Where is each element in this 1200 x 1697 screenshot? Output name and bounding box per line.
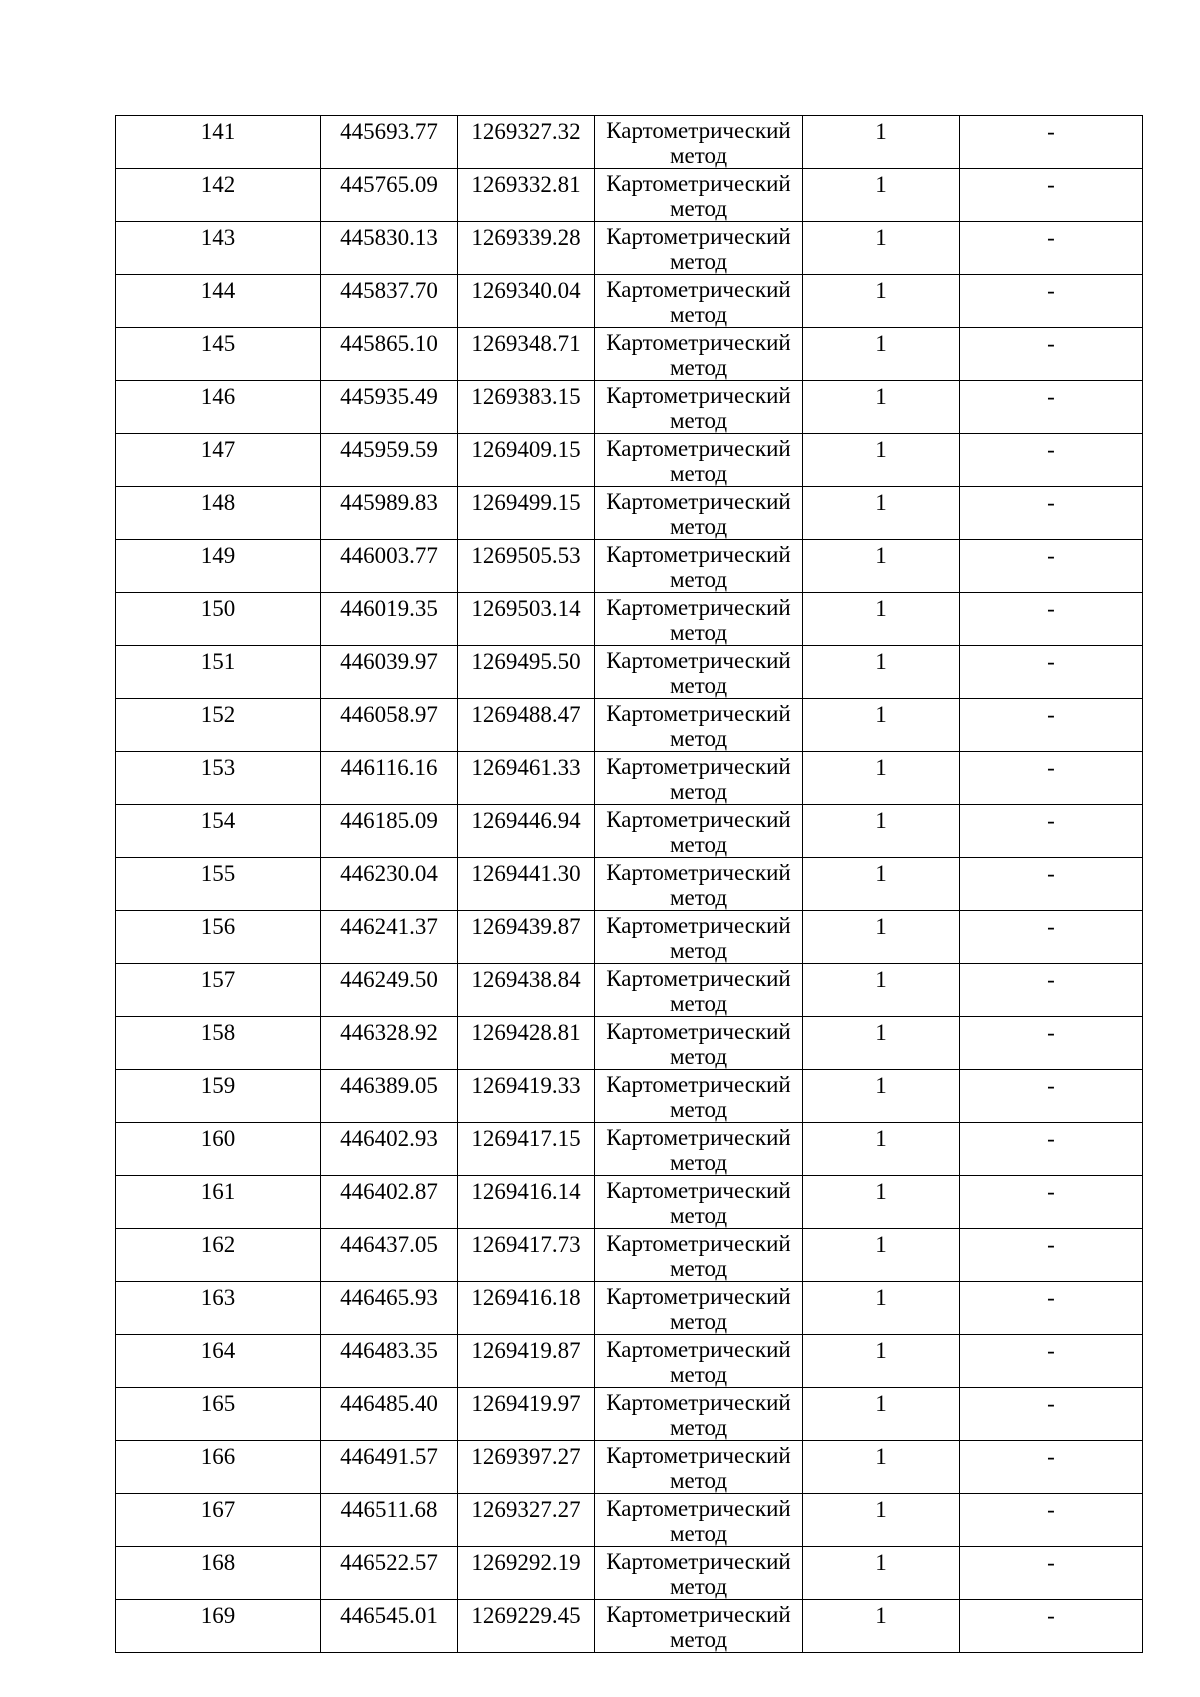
accuracy-cell: 1	[803, 328, 960, 381]
table-row	[116, 1017, 1143, 1070]
accuracy-cell: 1	[803, 593, 960, 646]
accuracy-cell: 1	[803, 858, 960, 911]
table-row	[116, 1388, 1143, 1441]
method-cell	[595, 805, 803, 858]
table-row	[116, 1282, 1143, 1335]
method-text-line-2: метод	[669, 1309, 728, 1334]
accuracy-cell: 1	[803, 275, 960, 328]
method-cell	[595, 964, 803, 1017]
method-text-line-2: метод	[669, 885, 728, 910]
x-coordinate-cell: 445935.49	[321, 381, 458, 434]
table-row	[116, 222, 1143, 275]
method-text-line-1: Картометрический	[606, 966, 791, 991]
method-cell	[595, 328, 803, 381]
y-coordinate-cell: 1269229.45	[458, 1600, 595, 1653]
method-text-line-1: Картометрический	[606, 648, 791, 673]
method-text-line-1: Картометрический	[606, 224, 791, 249]
table-row	[116, 911, 1143, 964]
description-cell: -	[960, 752, 1143, 805]
table-row	[116, 1600, 1143, 1653]
method-cell	[595, 1123, 803, 1176]
description-cell: -	[960, 1600, 1143, 1653]
method-text-line-1: Картометрический	[606, 1496, 791, 1521]
y-coordinate-cell: 1269327.32	[458, 116, 595, 169]
method-cell	[595, 381, 803, 434]
description-cell: -	[960, 1070, 1143, 1123]
x-coordinate-cell: 445989.83	[321, 487, 458, 540]
table-row	[116, 1123, 1143, 1176]
accuracy-cell: 1	[803, 964, 960, 1017]
description-cell: -	[960, 487, 1143, 540]
x-coordinate-cell: 446328.92	[321, 1017, 458, 1070]
point-number-cell: 169	[116, 1600, 321, 1653]
y-coordinate-cell: 1269439.87	[458, 911, 595, 964]
y-coordinate-cell: 1269332.81	[458, 169, 595, 222]
method-cell	[595, 1335, 803, 1388]
point-number-cell: 152	[116, 699, 321, 752]
method-cell	[595, 1070, 803, 1123]
point-number-cell: 146	[116, 381, 321, 434]
y-coordinate-cell: 1269441.30	[458, 858, 595, 911]
method-text-line-1: Картометрический	[606, 1178, 791, 1203]
point-number-cell: 167	[116, 1494, 321, 1547]
method-text-line-1: Картометрический	[606, 1125, 791, 1150]
description-cell: -	[960, 169, 1143, 222]
method-cell	[595, 434, 803, 487]
point-number-cell: 163	[116, 1282, 321, 1335]
accuracy-cell: 1	[803, 487, 960, 540]
x-coordinate-cell: 446437.05	[321, 1229, 458, 1282]
method-text-line-2: метод	[669, 196, 728, 221]
x-coordinate-cell: 446522.57	[321, 1547, 458, 1600]
point-number-cell: 165	[116, 1388, 321, 1441]
table-row	[116, 858, 1143, 911]
accuracy-cell: 1	[803, 169, 960, 222]
method-cell	[595, 487, 803, 540]
y-coordinate-cell: 1269339.28	[458, 222, 595, 275]
accuracy-cell: 1	[803, 1070, 960, 1123]
x-coordinate-cell: 446185.09	[321, 805, 458, 858]
description-cell: -	[960, 646, 1143, 699]
accuracy-cell: 1	[803, 222, 960, 275]
method-text-line-2: метод	[669, 514, 728, 539]
accuracy-cell: 1	[803, 911, 960, 964]
accuracy-cell: 1	[803, 1282, 960, 1335]
point-number-cell: 157	[116, 964, 321, 1017]
description-cell: -	[960, 1229, 1143, 1282]
method-text-line-1: Картометрический	[606, 436, 791, 461]
accuracy-cell: 1	[803, 1335, 960, 1388]
method-text-line-1: Картометрический	[606, 542, 791, 567]
point-number-cell: 144	[116, 275, 321, 328]
point-number-cell: 156	[116, 911, 321, 964]
x-coordinate-cell: 446545.01	[321, 1600, 458, 1653]
y-coordinate-cell: 1269292.19	[458, 1547, 595, 1600]
method-text-line-1: Картометрический	[606, 118, 791, 143]
x-coordinate-cell: 446116.16	[321, 752, 458, 805]
accuracy-cell: 1	[803, 752, 960, 805]
point-number-cell: 143	[116, 222, 321, 275]
method-text-line-1: Картометрический	[606, 1602, 791, 1627]
point-number-cell: 150	[116, 593, 321, 646]
method-text-line-2: метод	[669, 1097, 728, 1122]
table-row	[116, 328, 1143, 381]
method-text-line-1: Картометрический	[606, 595, 791, 620]
x-coordinate-cell: 445959.59	[321, 434, 458, 487]
y-coordinate-cell: 1269503.14	[458, 593, 595, 646]
x-coordinate-cell: 446465.93	[321, 1282, 458, 1335]
description-cell: -	[960, 1017, 1143, 1070]
y-coordinate-cell: 1269419.33	[458, 1070, 595, 1123]
method-text-line-1: Картометрический	[606, 1072, 791, 1097]
x-coordinate-cell: 446058.97	[321, 699, 458, 752]
x-coordinate-cell: 446511.68	[321, 1494, 458, 1547]
point-number-cell: 147	[116, 434, 321, 487]
method-text-line-1: Картометрический	[606, 754, 791, 779]
description-cell: -	[960, 858, 1143, 911]
description-cell: -	[960, 1388, 1143, 1441]
y-coordinate-cell: 1269428.81	[458, 1017, 595, 1070]
table-row	[116, 169, 1143, 222]
method-cell	[595, 911, 803, 964]
point-number-cell: 145	[116, 328, 321, 381]
accuracy-cell: 1	[803, 381, 960, 434]
description-cell: -	[960, 116, 1143, 169]
point-number-cell: 161	[116, 1176, 321, 1229]
accuracy-cell: 1	[803, 1123, 960, 1176]
y-coordinate-cell: 1269397.27	[458, 1441, 595, 1494]
coordinates-table	[115, 115, 1143, 1653]
method-cell	[595, 699, 803, 752]
method-text-line-2: метод	[669, 1574, 728, 1599]
x-coordinate-cell: 446485.40	[321, 1388, 458, 1441]
method-cell	[595, 1441, 803, 1494]
y-coordinate-cell: 1269417.15	[458, 1123, 595, 1176]
table-row	[116, 1494, 1143, 1547]
method-text-line-1: Картометрический	[606, 1390, 791, 1415]
x-coordinate-cell: 446483.35	[321, 1335, 458, 1388]
accuracy-cell: 1	[803, 699, 960, 752]
y-coordinate-cell: 1269419.87	[458, 1335, 595, 1388]
x-coordinate-cell: 446019.35	[321, 593, 458, 646]
method-text-line-2: метод	[669, 567, 728, 592]
description-cell: -	[960, 911, 1143, 964]
table-row	[116, 1070, 1143, 1123]
description-cell: -	[960, 381, 1143, 434]
y-coordinate-cell: 1269488.47	[458, 699, 595, 752]
y-coordinate-cell: 1269446.94	[458, 805, 595, 858]
method-text-line-2: метод	[669, 1150, 728, 1175]
method-text-line-1: Картометрический	[606, 383, 791, 408]
method-text-line-2: метод	[669, 1256, 728, 1281]
method-text-line-1: Картометрический	[606, 807, 791, 832]
point-number-cell: 151	[116, 646, 321, 699]
point-number-cell: 158	[116, 1017, 321, 1070]
table-row	[116, 646, 1143, 699]
method-cell	[595, 858, 803, 911]
y-coordinate-cell: 1269409.15	[458, 434, 595, 487]
description-cell: -	[960, 805, 1143, 858]
accuracy-cell: 1	[803, 1600, 960, 1653]
x-coordinate-cell: 446402.93	[321, 1123, 458, 1176]
method-cell	[595, 1176, 803, 1229]
table-row	[116, 487, 1143, 540]
description-cell: -	[960, 699, 1143, 752]
description-cell: -	[960, 1547, 1143, 1600]
method-text-line-2: метод	[669, 1521, 728, 1546]
method-text-line-2: метод	[669, 1468, 728, 1493]
method-text-line-1: Картометрический	[606, 489, 791, 514]
method-text-line-2: метод	[669, 249, 728, 274]
table-row	[116, 1335, 1143, 1388]
method-text-line-2: метод	[669, 779, 728, 804]
point-number-cell: 141	[116, 116, 321, 169]
method-text-line-2: метод	[669, 726, 728, 751]
accuracy-cell: 1	[803, 805, 960, 858]
description-cell: -	[960, 328, 1143, 381]
y-coordinate-cell: 1269461.33	[458, 752, 595, 805]
method-text-line-2: метод	[669, 355, 728, 380]
description-cell: -	[960, 1494, 1143, 1547]
y-coordinate-cell: 1269495.50	[458, 646, 595, 699]
description-cell: -	[960, 222, 1143, 275]
accuracy-cell: 1	[803, 1017, 960, 1070]
method-cell	[595, 1600, 803, 1653]
method-text-line-1: Картометрический	[606, 330, 791, 355]
y-coordinate-cell: 1269416.14	[458, 1176, 595, 1229]
description-cell: -	[960, 540, 1143, 593]
description-cell: -	[960, 964, 1143, 1017]
method-text-line-2: метод	[669, 1203, 728, 1228]
description-cell: -	[960, 1176, 1143, 1229]
x-coordinate-cell: 446389.05	[321, 1070, 458, 1123]
y-coordinate-cell: 1269438.84	[458, 964, 595, 1017]
method-cell	[595, 169, 803, 222]
x-coordinate-cell: 446039.97	[321, 646, 458, 699]
point-number-cell: 159	[116, 1070, 321, 1123]
method-text-line-2: метод	[669, 938, 728, 963]
x-coordinate-cell: 446230.04	[321, 858, 458, 911]
accuracy-cell: 1	[803, 540, 960, 593]
table-row	[116, 540, 1143, 593]
description-cell: -	[960, 1335, 1143, 1388]
method-text-line-2: метод	[669, 461, 728, 486]
x-coordinate-cell: 445693.77	[321, 116, 458, 169]
method-text-line-1: Картометрический	[606, 1337, 791, 1362]
point-number-cell: 160	[116, 1123, 321, 1176]
table-row	[116, 1547, 1143, 1600]
method-cell	[595, 1547, 803, 1600]
table-row	[116, 434, 1143, 487]
y-coordinate-cell: 1269499.15	[458, 487, 595, 540]
description-cell: -	[960, 593, 1143, 646]
method-cell	[595, 646, 803, 699]
method-text-line-2: метод	[669, 1415, 728, 1440]
x-coordinate-cell: 445830.13	[321, 222, 458, 275]
point-number-cell: 142	[116, 169, 321, 222]
x-coordinate-cell: 446249.50	[321, 964, 458, 1017]
x-coordinate-cell: 445837.70	[321, 275, 458, 328]
method-cell	[595, 1388, 803, 1441]
accuracy-cell: 1	[803, 116, 960, 169]
method-text-line-1: Картометрический	[606, 171, 791, 196]
point-number-cell: 153	[116, 752, 321, 805]
point-number-cell: 166	[116, 1441, 321, 1494]
table-row	[116, 1229, 1143, 1282]
x-coordinate-cell: 446003.77	[321, 540, 458, 593]
table-row	[116, 116, 1143, 169]
accuracy-cell: 1	[803, 434, 960, 487]
x-coordinate-cell: 446241.37	[321, 911, 458, 964]
method-cell	[595, 752, 803, 805]
y-coordinate-cell: 1269419.97	[458, 1388, 595, 1441]
method-text-line-2: метод	[669, 408, 728, 433]
method-text-line-1: Картометрический	[606, 1284, 791, 1309]
y-coordinate-cell: 1269383.15	[458, 381, 595, 434]
method-cell	[595, 540, 803, 593]
method-cell	[595, 222, 803, 275]
y-coordinate-cell: 1269340.04	[458, 275, 595, 328]
x-coordinate-cell: 445865.10	[321, 328, 458, 381]
y-coordinate-cell: 1269348.71	[458, 328, 595, 381]
method-text-line-1: Картометрический	[606, 860, 791, 885]
y-coordinate-cell: 1269327.27	[458, 1494, 595, 1547]
table-row	[116, 593, 1143, 646]
method-text-line-1: Картометрический	[606, 1231, 791, 1256]
method-cell	[595, 1017, 803, 1070]
method-cell	[595, 593, 803, 646]
point-number-cell: 148	[116, 487, 321, 540]
x-coordinate-cell: 446491.57	[321, 1441, 458, 1494]
table-row	[116, 275, 1143, 328]
method-text-line-1: Картометрический	[606, 1549, 791, 1574]
method-cell	[595, 275, 803, 328]
method-text-line-1: Картометрический	[606, 1019, 791, 1044]
coordinates-table-body	[116, 116, 1143, 1653]
y-coordinate-cell: 1269417.73	[458, 1229, 595, 1282]
accuracy-cell: 1	[803, 1229, 960, 1282]
method-text-line-2: метод	[669, 1044, 728, 1069]
table-row	[116, 699, 1143, 752]
accuracy-cell: 1	[803, 1494, 960, 1547]
table-row	[116, 964, 1143, 1017]
table-row	[116, 752, 1143, 805]
method-text-line-2: метод	[669, 620, 728, 645]
method-text-line-2: метод	[669, 991, 728, 1016]
method-text-line-2: метод	[669, 1627, 728, 1652]
method-text-line-1: Картометрический	[606, 277, 791, 302]
description-cell: -	[960, 275, 1143, 328]
accuracy-cell: 1	[803, 1547, 960, 1600]
method-text-line-2: метод	[669, 673, 728, 698]
x-coordinate-cell: 446402.87	[321, 1176, 458, 1229]
table-row	[116, 805, 1143, 858]
method-text-line-2: метод	[669, 832, 728, 857]
method-cell	[595, 1282, 803, 1335]
table-row	[116, 1176, 1143, 1229]
method-text-line-2: метод	[669, 302, 728, 327]
point-number-cell: 164	[116, 1335, 321, 1388]
table-row	[116, 1441, 1143, 1494]
accuracy-cell: 1	[803, 1388, 960, 1441]
method-text-line-1: Картометрический	[606, 913, 791, 938]
accuracy-cell: 1	[803, 646, 960, 699]
description-cell: -	[960, 1441, 1143, 1494]
point-number-cell: 155	[116, 858, 321, 911]
method-text-line-1: Картометрический	[606, 1443, 791, 1468]
description-cell: -	[960, 1282, 1143, 1335]
method-cell	[595, 116, 803, 169]
y-coordinate-cell: 1269505.53	[458, 540, 595, 593]
method-text-line-2: метод	[669, 1362, 728, 1387]
accuracy-cell: 1	[803, 1176, 960, 1229]
method-text-line-2: метод	[669, 143, 728, 168]
point-number-cell: 168	[116, 1547, 321, 1600]
y-coordinate-cell: 1269416.18	[458, 1282, 595, 1335]
method-cell	[595, 1229, 803, 1282]
point-number-cell: 154	[116, 805, 321, 858]
accuracy-cell: 1	[803, 1441, 960, 1494]
x-coordinate-cell: 445765.09	[321, 169, 458, 222]
point-number-cell: 162	[116, 1229, 321, 1282]
point-number-cell: 149	[116, 540, 321, 593]
method-text-line-1: Картометрический	[606, 701, 791, 726]
method-cell	[595, 1494, 803, 1547]
description-cell: -	[960, 1123, 1143, 1176]
description-cell: -	[960, 434, 1143, 487]
table-row	[116, 381, 1143, 434]
